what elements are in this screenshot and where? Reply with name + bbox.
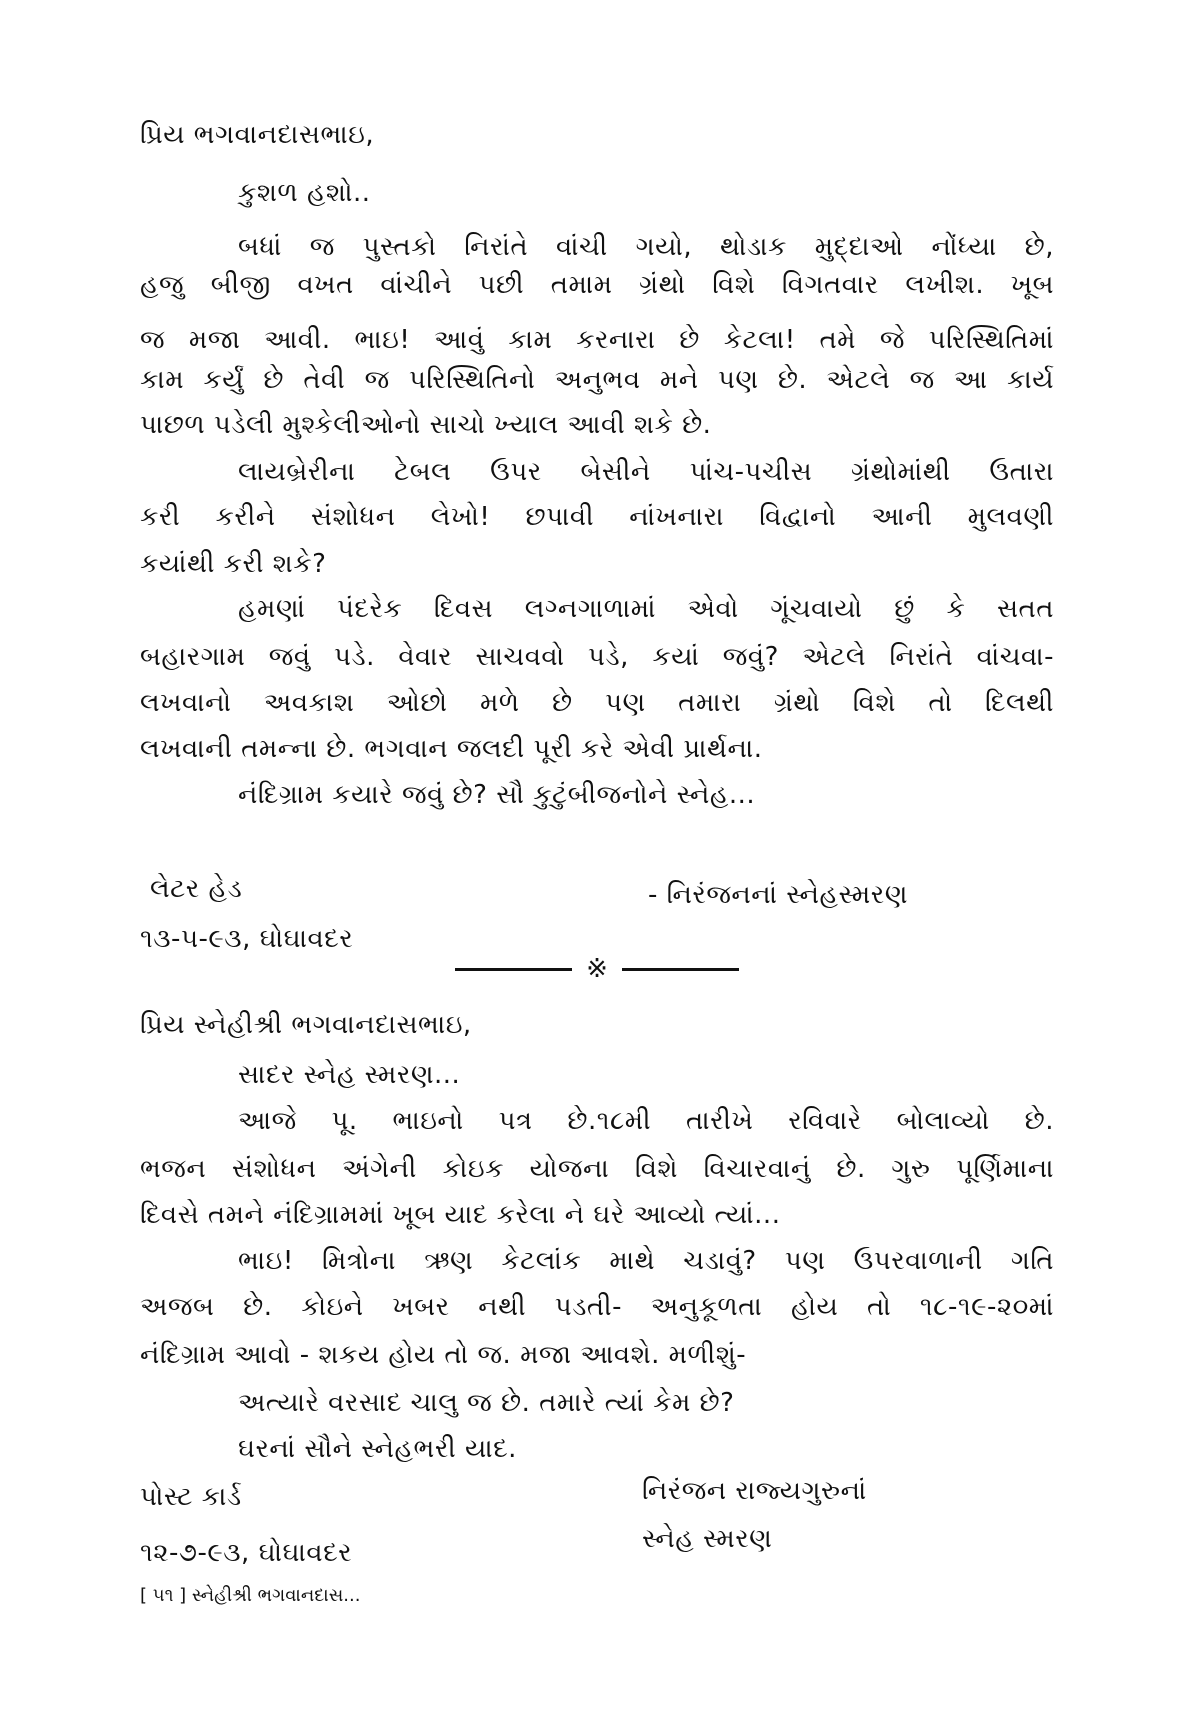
letter1-p2-line2: કરી કરીને સંશોધન લેખો! છપાવી નાંખનારા વિદ્વાનો આની મુલવણી [140,502,1054,532]
letter1-greeting: કુશળ હશો.. [238,178,371,208]
letter2-p2-line1: ભાઇ! મિત્રોના ઋણ કેટલાંક માથે ચડાવું? પણ ઉપરવાળાની ગતિ [238,1246,1054,1276]
letter2-salutation: પ્રિય સ્નેહીશ્રી ભગવાનદાસભાઇ, [140,1010,472,1040]
letter1-p1-line4: કામ કર્યું છે તેવી જ પરિસ્થિતિનો અનુભવ મને પણ છે. એટલે જ આ કાર્ય [140,365,1054,395]
letter1-p2-line3: કયાંથી કરી શકે? [140,549,327,579]
letter2-p3: અત્યારે વરસાદ ચાલુ જ છે. તમારે ત્યાં કેમ છે? [238,1388,735,1418]
letter2-p4: ઘરનાં સૌને સ્નેહભરી યાદ. [238,1434,517,1464]
letter1-p1-line1: બધાં જ પુસ્તકો નિરાંતે વાંચી ગયો, થોડાક મુદ્દાઓ નોંધ્યા છે, [238,232,1054,262]
letter2-date-place: ૧૨-૭-૯૩, ઘોઘાવદર [140,1538,353,1568]
letter2-greeting: સાદર સ્નેહ સ્મરણ... [238,1060,461,1090]
letter1-p1-line2: હજુ બીજી વખત વાંચીને પછી તમામ ગ્રંથો વિશે વિગતવાર લખીશ. ખૂબ [140,270,1054,300]
letter1-signature: - નિરંજનનાં સ્નેહસ્મરણ [648,880,908,910]
letter1-p4: નંદિગ્રામ કયારે જવું છે? સૌ કુટુંબીજનોને સ્નેહ... [238,780,756,810]
divider-ornament-icon: ※ [572,950,622,988]
letter2-p2-line2: અજબ છે. કોઇને ખબર નથી પડતી- અનુકૂળતા હોય તો ૧૮-૧૯-૨૦માં [140,1292,1054,1322]
letter1-date-place: ૧૩-૫-૯૩, ઘોઘાવદર [140,924,354,954]
letter2-signature-line2: સ્નેહ સ્મરણ [642,1524,773,1554]
letter1-type: લેટર હેડ [150,874,243,904]
letter1-p3-line3: લખવાનો અવકાશ ઓછો મળે છે પણ તમારા ગ્રંથો વિશે તો દિલથી [140,688,1054,718]
letter1-salutation: પ્રિય ભગવાનદાસભાઇ, [140,120,375,150]
letter2-type: પોસ્ટ કાર્ડ [140,1482,242,1512]
letter1-p3-line4: લખવાની તમન્ના છે. ભગવાન જલદી પૂરી કરે એવી પ્રાર્થના. [140,734,763,764]
letter1-p1-line3: જ મજા આવી. ભાઇ! આવું કામ કરનારા છે કેટલા! તમે જે પરિસ્થિતિમાં [140,325,1054,355]
letter1-p2-line1: લાયબ્રેરીના ટેબલ ઉપર બેસીને પાંચ-પચીસ ગ્રંથોમાંથી ઉતારા [238,457,1054,487]
letter1-p3-line2: બહારગામ જવું પડે. વેવાર સાચવવો પડે, કયાં જવું? એટલે નિરાંતે વાંચવા- [140,642,1054,672]
page-footer: [ ૫૧ ] સ્નેહીશ્રી ભગવાનદાસ... [140,1585,361,1606]
letter2-signature-line1: નિરંજન રાજ્યગુરુનાં [642,1476,867,1506]
letter1-p3-line1: હમણાં પંદરેક દિવસ લગ્નગાળામાં એવો ગૂંચવાયો છું કે સતત [238,594,1054,624]
letter2-p2-line3: નંદિગ્રામ આવો - શકય હોય તો જ. મજા આવશે. મળીશું- [140,1340,747,1370]
letter1-p1-line5: પાછળ પડેલી મુશ્કેલીઓનો સાચો ખ્યાલ આવી શકે છે. [140,410,712,440]
letter2-p1-line1: આજે પૂ. ભાઇનો પત્ર છે.૧૮મી તારીખે રવિવારે બોલાવ્યો છે. [238,1106,1054,1136]
letter2-p1-line3: દિવસે તમને નંદિગ્રામમાં ખૂબ યાદ કરેલા ને ઘરે આવ્યો ત્યાં... [140,1200,781,1230]
letter2-p1-line2: ભજન સંશોધન અંગેની કોઇક યોજના વિશે વિચારવાનું છે. ગુરુ પૂર્ણિમાના [140,1154,1054,1184]
